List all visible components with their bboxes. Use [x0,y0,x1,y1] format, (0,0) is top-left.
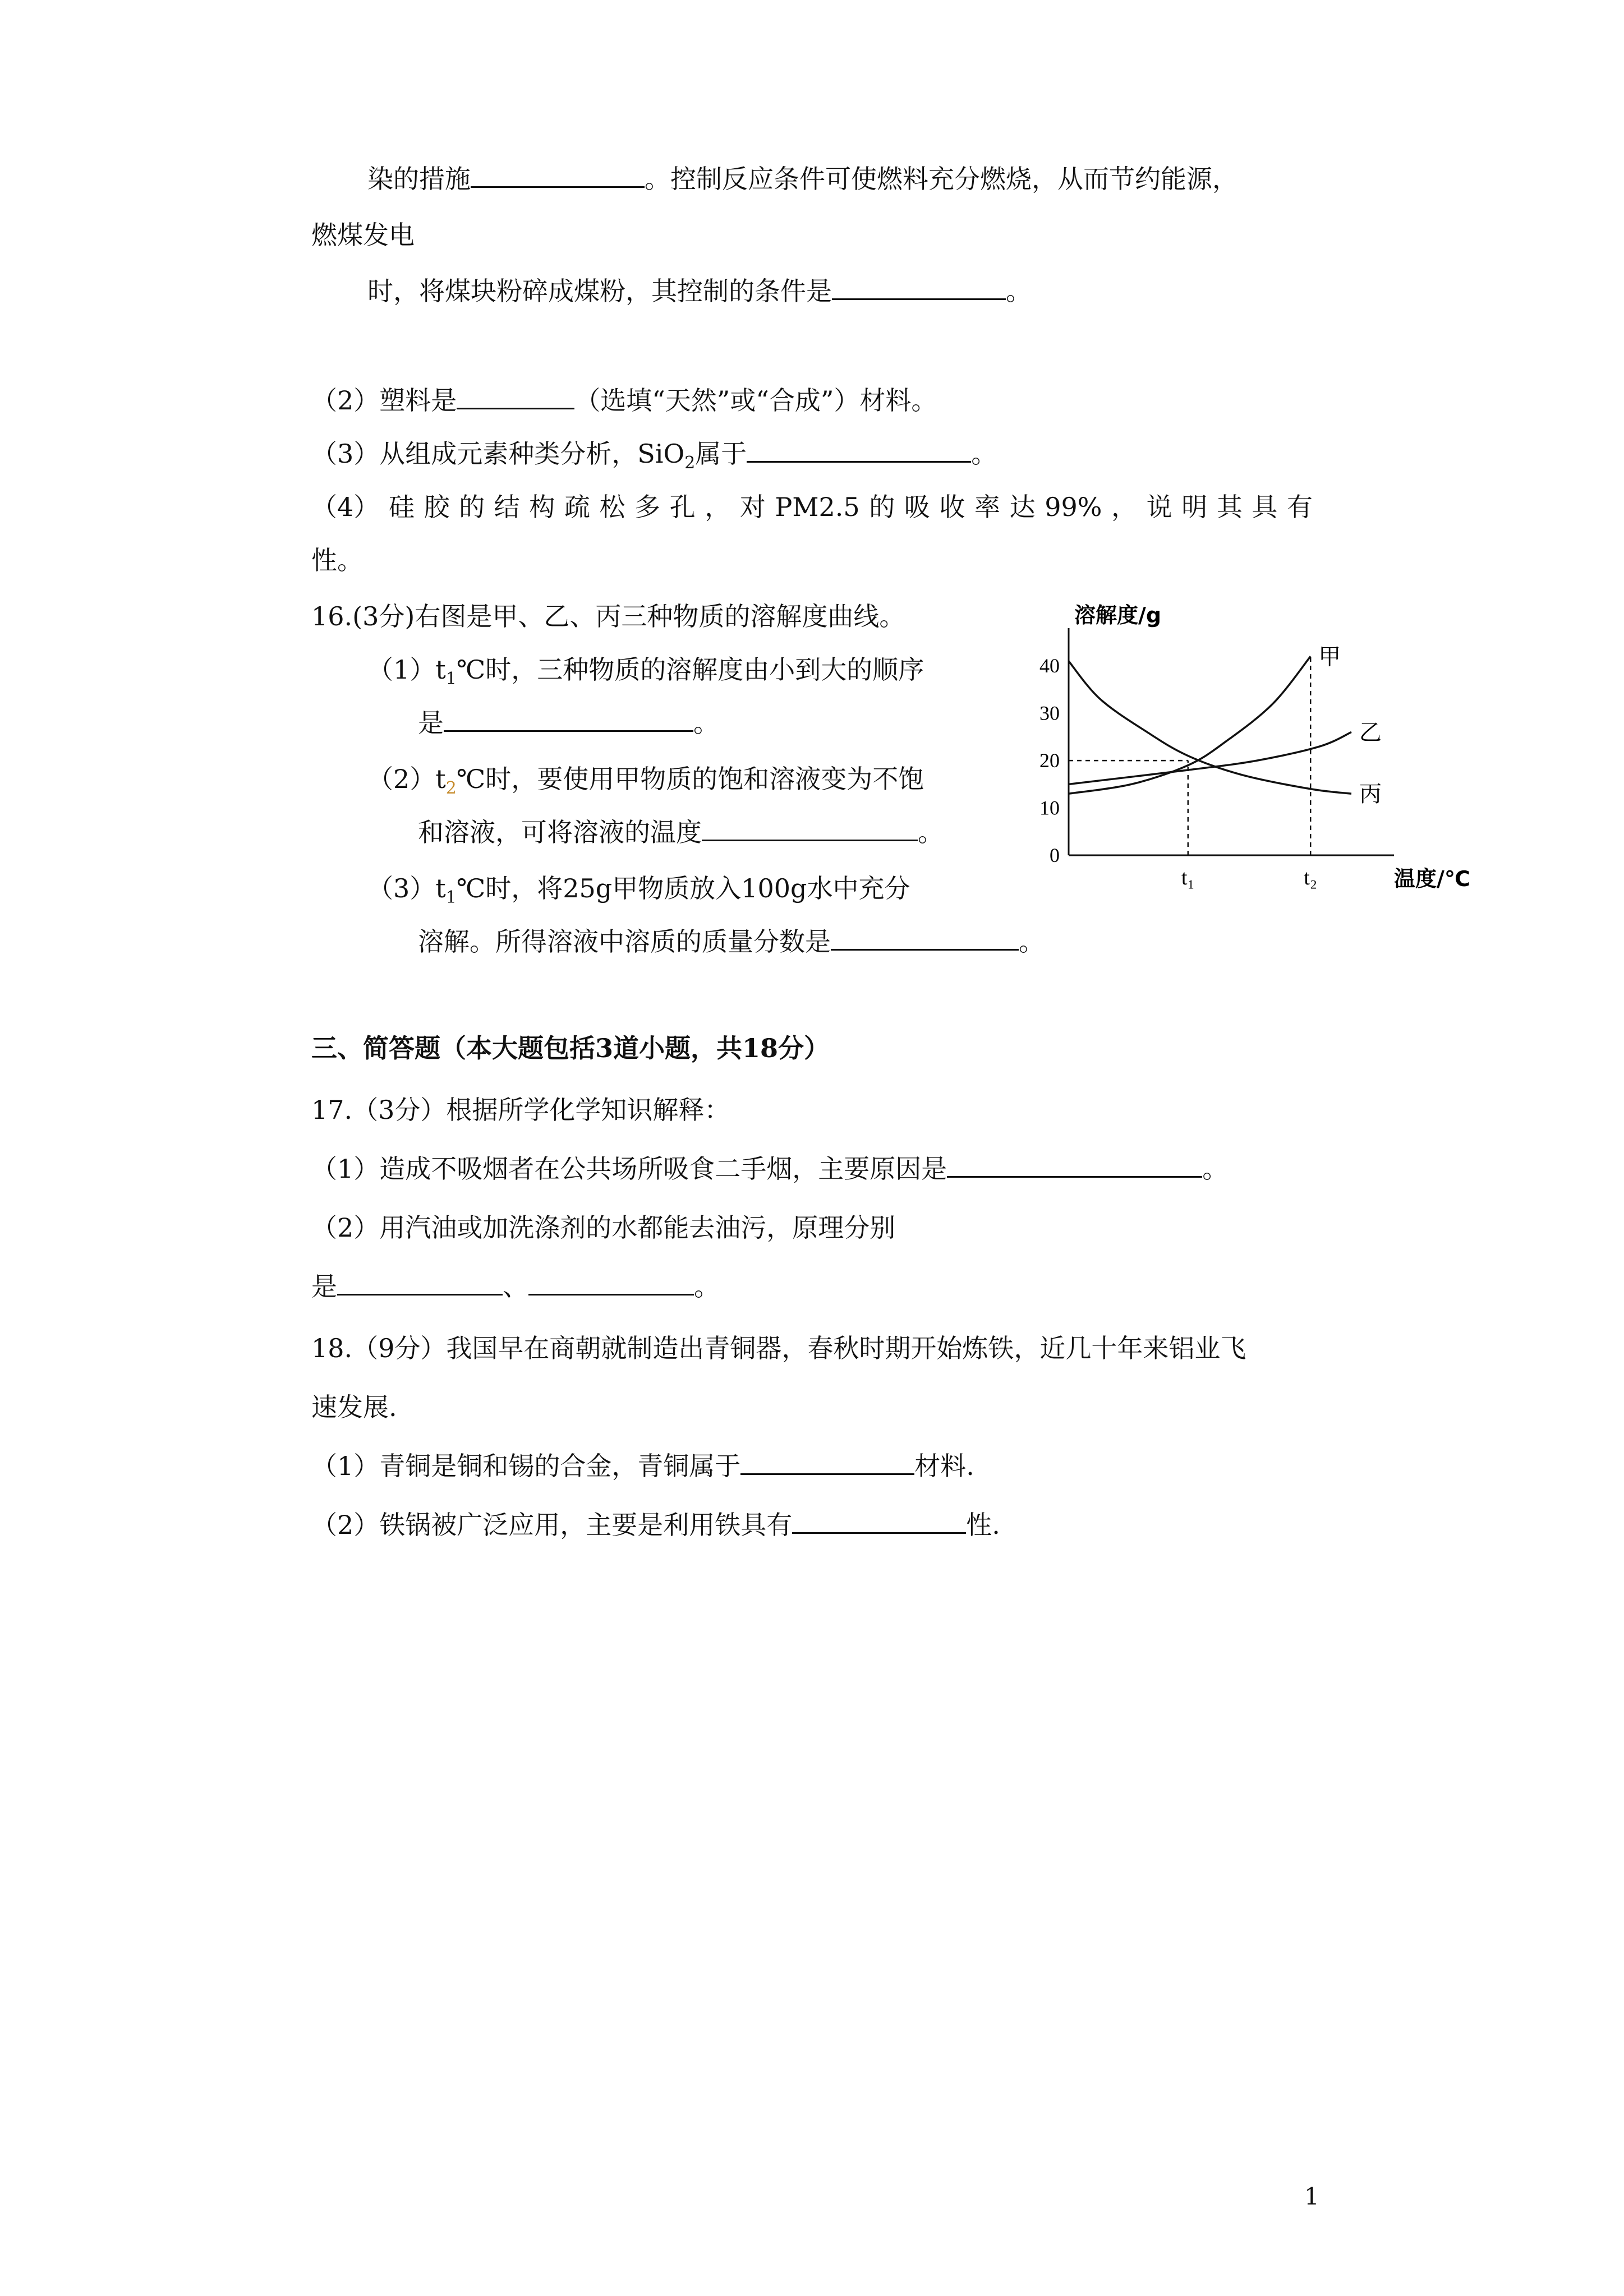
section3-title: 三、简答题（本大题包括3道小题，共18分） [311,1033,830,1063]
q15-part3: （3）从组成元素种类分析，SiO$_2$属于 。 [311,439,997,473]
answer-blank[interactable] [831,926,1019,951]
q16-sub1: $(1)t_1℃$时，三种物质的溶解度由小到大的顺序 [367,654,924,689]
q15-part4-token: （4） [311,492,380,522]
y-tick-label: 0 [1050,844,1060,866]
series-line-1 [1069,656,1310,794]
answer-blank[interactable] [528,1271,694,1295]
q16-sub1-cont: 是 。 [418,708,719,738]
q15-part2: （2）塑料是 （选填“天然”或“合成”）材料。 [311,385,937,416]
y-axis-label: 溶解度/g [1074,603,1162,628]
q15-part4 [311,491,1313,524]
q15-part4-token: 收 [939,492,965,522]
q15-part4-token: 硅 [388,492,415,522]
answer-blank[interactable] [702,817,918,841]
q16-sub3: $(3)t_1℃$时，将25g甲物质放入100g水中充分 [367,873,910,908]
q18-part1: （1）青铜是铜和锡的合金，青铜属于 材料. [311,1451,974,1481]
q15-part4-token: 对 [739,492,766,522]
q15-part4-token: 的 [869,492,895,522]
q16-sub2: $(2)t_2℃$时，要使用甲物质的饱和溶液变为不饱 [367,764,924,799]
q15-line2: 燃煤发电 [311,220,415,250]
q15-part4-token: 有 [1287,492,1313,522]
series-line-3 [1069,661,1351,794]
q15-part4-token: 松 [599,492,625,522]
q15-part4-token: 的 [459,492,485,522]
q17-heading: 17.（3分）根据所学化学知识解释： [311,1095,730,1125]
q15-line3: 时，将煤块粉碎成煤粉，其控制的条件是 。 [367,276,1032,306]
q17-part2: （2）用汽油或加洗涤剂的水都能去油污，原理分别 [311,1212,896,1243]
answer-blank[interactable] [947,1153,1202,1178]
q15-part4-token: 疏 [564,492,590,522]
q17-part2-cont: 是 、 。 [311,1271,720,1302]
q15-part4-token: 吸 [904,492,930,522]
q15-part4-token: 胶 [424,492,450,522]
q15-part4-token: 达 [1009,492,1036,522]
q18-heading-cont: 速发展. [311,1392,397,1422]
answer-blank[interactable] [444,707,693,732]
series-label: 乙 [1359,720,1382,746]
q15-part4-token: PM2.5 [775,492,860,522]
series-line-2 [1069,732,1351,784]
answer-blank[interactable] [457,385,574,409]
q16-sub2-cont: 和溶液，可将溶液的温度 。 [418,817,944,847]
q15-part4-token: ， [705,492,731,522]
q15-part4-token: 结 [494,492,520,522]
chart-series [1069,656,1351,794]
q15-part4-end: 性。 [311,545,363,575]
q18-heading: 18.（9分）我国早在商朝就制造出青铜器，春秋时期开始炼铁，近几十年来铝业飞 [311,1333,1246,1363]
q17-part1: （1）造成不吸烟者在公共场所吸食二手烟，主要原因是 。 [311,1154,1229,1184]
x-tick-label: t₂ [1304,866,1318,889]
y-tick-label: 30 [1039,702,1060,725]
answer-blank[interactable] [471,163,645,188]
q16-sub3-cont: 溶解。所得溶液中溶质的质量分数是 。 [418,926,1045,957]
q15-part4-token: 构 [529,492,555,522]
answer-blank[interactable] [747,438,971,463]
x-tick-label: t₁ [1181,866,1195,889]
q15-part4-token: 多 [634,492,661,522]
q15-part4-token: 具 [1252,492,1278,522]
y-tick-label: 40 [1039,654,1060,677]
page-number: 1 [1304,2183,1319,2210]
chart-labels [1039,603,1470,891]
answer-blank[interactable] [740,1450,914,1475]
q15-part4-token: 孔 [669,492,696,522]
series-label: 丙 [1359,781,1382,808]
y-tick-label: 10 [1039,796,1060,819]
q18-part2: （2）铁锅被广泛应用，主要是利用铁具有 性. [311,1510,1000,1540]
q15-part4-token: 99% [1045,492,1102,522]
chart-axes [1069,628,1394,855]
q15-line1: 染的措施 。控制反应条件可使燃料充分燃烧，从而节约能源， [367,164,1238,194]
q16-heading: 16.(3分)右图是甲、乙、丙三种物质的溶解度曲线。 [311,601,905,631]
q15-part4-token: 其 [1216,492,1243,522]
series-label: 甲 [1318,644,1341,670]
solubility-chart [1027,603,1470,897]
q15-part4-token: 说 [1146,492,1172,522]
y-tick-label: 20 [1039,749,1060,772]
q15-part4-token: 率 [974,492,1000,522]
q15-part4-token: ， [1111,492,1138,522]
answer-blank[interactable] [832,275,1006,300]
answer-blank[interactable] [792,1509,966,1534]
answer-blank[interactable] [337,1271,503,1295]
x-axis-label: 温度/℃ [1394,866,1470,891]
q15-part4-token: 明 [1181,492,1208,522]
